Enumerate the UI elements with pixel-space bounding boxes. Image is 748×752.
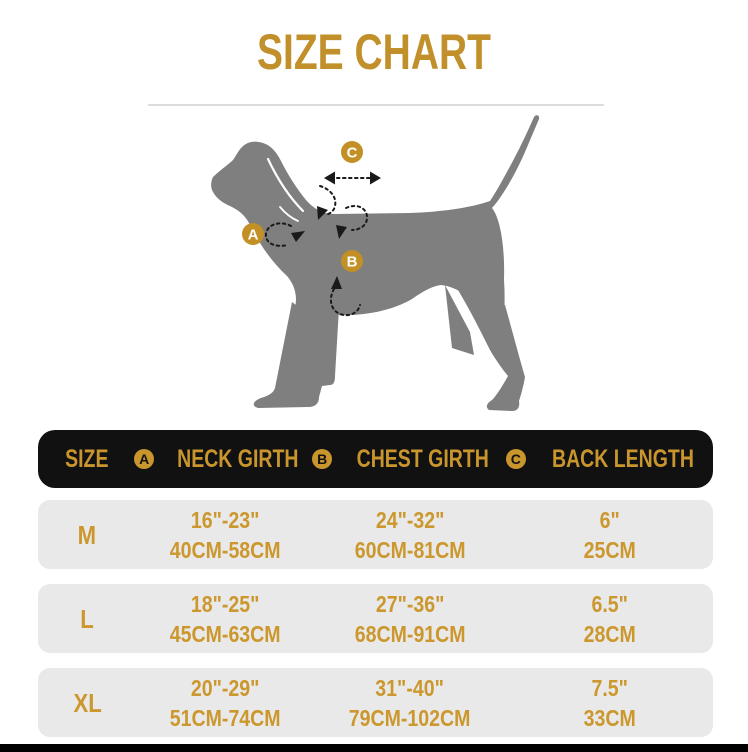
back-length-arrowhead-left bbox=[324, 172, 335, 185]
back-cm-m: 25CM bbox=[583, 536, 636, 563]
size-label-l: L bbox=[80, 603, 95, 634]
header-back-length bbox=[506, 445, 713, 474]
bottom-bar bbox=[0, 744, 748, 752]
dog-measurement-diagram bbox=[130, 108, 630, 438]
cell-chest-m bbox=[313, 500, 506, 569]
table-row-m bbox=[38, 500, 713, 569]
header-size bbox=[38, 445, 137, 474]
size-table bbox=[38, 430, 713, 737]
size-label-xl: XL bbox=[73, 687, 102, 718]
marker-c-badge-letter: C bbox=[510, 451, 521, 467]
back-inches-xl: 7.5" bbox=[591, 674, 628, 701]
table-row-l bbox=[38, 584, 713, 653]
neck-cm-xl: 51CM-74CM bbox=[169, 704, 281, 731]
back-cm-l: 28CM bbox=[583, 620, 636, 647]
back-inches-l: 6.5" bbox=[591, 590, 628, 617]
chest-cm-l: 68CM-91CM bbox=[354, 620, 466, 647]
chest-inches-l: 27"-36" bbox=[375, 590, 445, 617]
cell-neck-l bbox=[137, 584, 314, 653]
header-size-label: SIZE bbox=[65, 444, 109, 473]
cell-back-m bbox=[506, 500, 713, 569]
table-header-row bbox=[38, 430, 713, 488]
dog-diagram-svg bbox=[130, 108, 630, 438]
page-title-text: SIZE CHART bbox=[257, 24, 491, 80]
marker-b-badge bbox=[312, 449, 332, 469]
neck-inches-xl: 20"-29" bbox=[190, 674, 260, 701]
cell-back-l bbox=[506, 584, 713, 653]
cell-back-xl bbox=[506, 668, 713, 737]
header-chest-girth bbox=[313, 445, 506, 474]
header-back-length-label: BACK LENGTH bbox=[551, 444, 694, 473]
neck-inches-l: 18"-25" bbox=[190, 590, 260, 617]
back-length-arrowhead-right bbox=[370, 172, 381, 185]
neck-cm-m: 40CM-58CM bbox=[169, 536, 281, 563]
cell-size-m bbox=[38, 500, 137, 569]
back-cm-xl: 33CM bbox=[583, 704, 636, 731]
page-title bbox=[0, 24, 748, 80]
cell-size-xl bbox=[38, 668, 137, 737]
header-chest-girth-label: CHEST GIRTH bbox=[356, 444, 490, 473]
marker-b-badge-letter: B bbox=[317, 451, 328, 467]
marker-c-letter: C bbox=[346, 144, 358, 162]
marker-a-letter: A bbox=[247, 226, 259, 244]
cell-size-l bbox=[38, 584, 137, 653]
chest-inches-m: 24"-32" bbox=[375, 506, 445, 533]
cell-chest-l bbox=[313, 584, 506, 653]
marker-a-badge-letter: A bbox=[139, 451, 150, 467]
header-neck-girth-label: NECK GIRTH bbox=[177, 444, 299, 473]
chest-cm-xl: 79CM-102CM bbox=[349, 704, 471, 731]
back-inches-m: 6" bbox=[599, 506, 620, 533]
neck-inches-m: 16"-23" bbox=[190, 506, 260, 533]
header-neck-girth bbox=[137, 445, 314, 474]
dog-front-legs bbox=[254, 302, 339, 408]
chest-inches-xl: 31"-40" bbox=[375, 674, 445, 701]
marker-a-badge bbox=[134, 449, 154, 469]
title-divider bbox=[148, 104, 604, 106]
marker-c-badge bbox=[506, 449, 526, 469]
cell-neck-m bbox=[137, 500, 314, 569]
cell-neck-xl bbox=[137, 668, 314, 737]
cell-chest-xl bbox=[313, 668, 506, 737]
size-label-m: M bbox=[78, 519, 97, 550]
marker-b-letter: B bbox=[346, 253, 358, 271]
table-row-xl bbox=[38, 668, 713, 737]
chest-cm-m: 60CM-81CM bbox=[354, 536, 466, 563]
neck-cm-l: 45CM-63CM bbox=[169, 620, 281, 647]
